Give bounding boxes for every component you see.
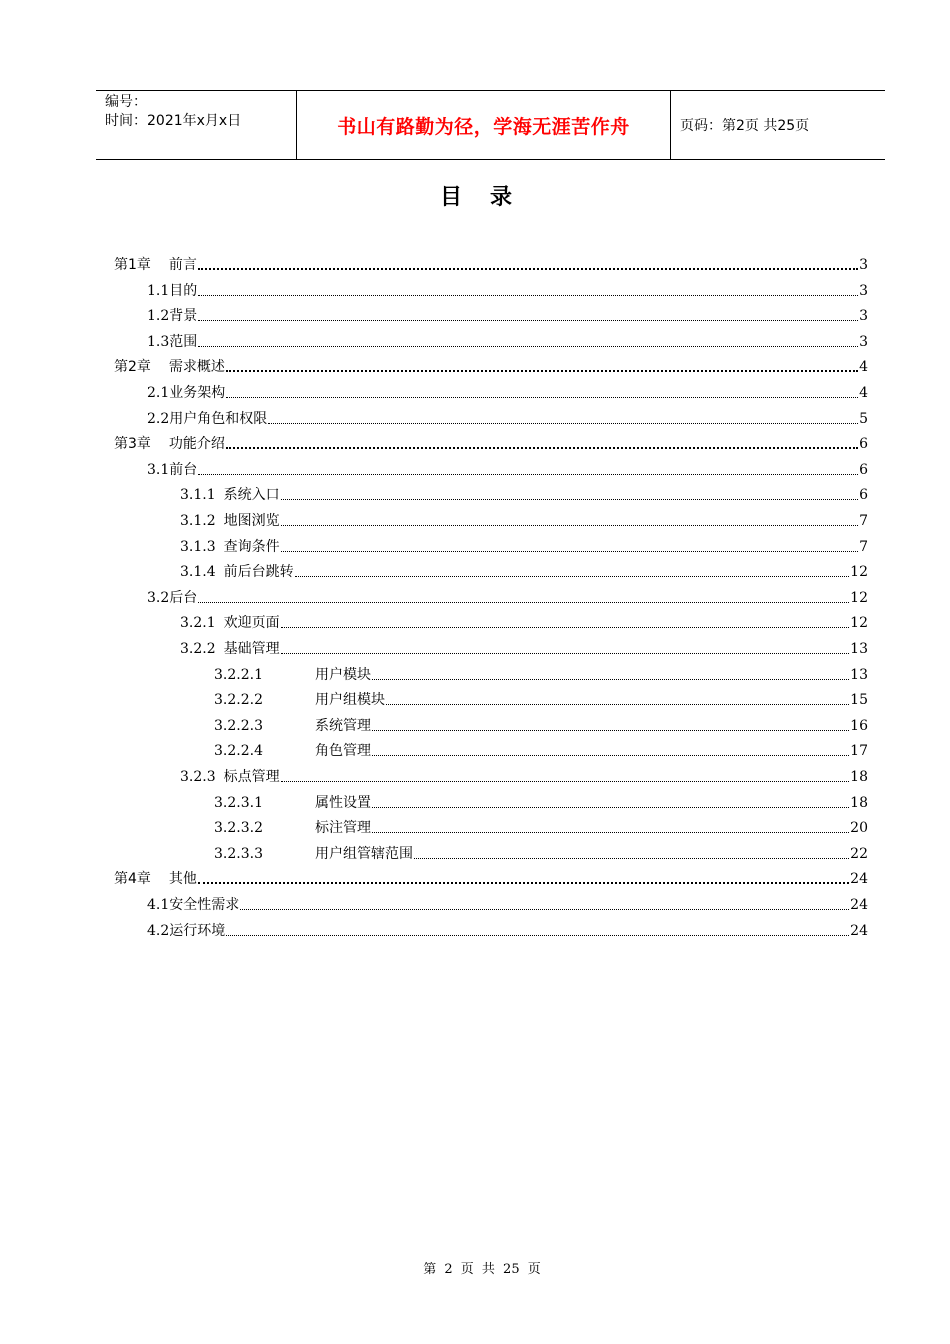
toc-leader-dots [281, 525, 858, 526]
toc-entry-page: 5 [859, 410, 868, 427]
toc-entry-text: 运行环境 [169, 922, 226, 939]
toc-entry-label [180, 512, 280, 530]
toc-entry-label [214, 794, 371, 812]
toc-entry[interactable] [214, 738, 868, 760]
toc-entry-page: 3 [859, 257, 868, 273]
toc-entry-page: 17 [850, 743, 868, 760]
toc-leader-dots [198, 346, 858, 347]
toc-entry[interactable] [147, 278, 868, 300]
toc-leader-dots [386, 704, 849, 705]
toc-entry[interactable] [214, 790, 868, 812]
toc-entry-text: 地图浏览 [223, 513, 280, 529]
toc-entry-number: 1.2 [147, 308, 170, 325]
toc-entry-page: 6 [859, 487, 868, 504]
header-motto: 书山有路勤为径，学海无涯苦作舟 [297, 91, 671, 159]
toc-entry-page: 6 [859, 461, 868, 478]
toc-entry-page: 12 [850, 564, 868, 581]
toc-entry-number: 3.1.2 [180, 513, 216, 529]
toc-entry[interactable] [147, 585, 868, 607]
toc-entry-text: 功能介绍 [168, 436, 225, 453]
toc-entry-text: 用户角色和权限 [169, 410, 268, 427]
toc-entry[interactable] [180, 559, 868, 581]
toc-entry-number: 第2章 [114, 359, 151, 376]
toc-entry-text: 安全性需求 [169, 897, 240, 913]
toc-entry-label [147, 384, 225, 402]
toc-entry[interactable] [147, 303, 868, 325]
toc-leader-dots [226, 447, 858, 449]
toc-leader-dots [240, 909, 849, 910]
toc-entry-label [214, 717, 371, 735]
toc-entry[interactable] [180, 534, 868, 556]
toc-leader-dots [372, 807, 849, 808]
toc-leader-dots [372, 755, 849, 756]
toc-entry-label [147, 333, 197, 351]
toc-entry-text: 其他 [168, 871, 197, 888]
toc-leader-dots [198, 295, 858, 296]
toc-entry-text: 系统管理 [315, 717, 371, 734]
toc-leader-dots [198, 474, 858, 475]
toc-entry-text: 标点管理 [223, 769, 280, 785]
toc-entry-page: 24 [850, 897, 868, 913]
toc-entry[interactable] [214, 687, 868, 709]
toc-entry-number: 4.1 [147, 897, 170, 913]
toc-leader-dots [198, 602, 849, 603]
toc-entry-label [114, 358, 225, 376]
toc-leader-dots [281, 499, 858, 500]
toc-entry-text: 用户组模块 [315, 692, 385, 709]
toc-entry-number: 3.2.2.3 [214, 717, 263, 734]
toc-entry-number: 3.1.4 [180, 564, 216, 581]
toc-entry-text: 基础管理 [223, 641, 280, 657]
toc-entry[interactable] [147, 892, 868, 914]
page-header [96, 90, 885, 160]
toc-entry-label [114, 435, 225, 453]
toc-entry-number: 3.1.3 [180, 538, 216, 555]
toc-entry-label [180, 486, 280, 504]
toc-entry-label [147, 922, 225, 940]
toc-entry-number: 4.2 [147, 922, 170, 939]
toc-entry-label [214, 845, 413, 863]
toc-entry[interactable] [114, 431, 868, 453]
toc-entry-number: 3.2.2.1 [214, 666, 263, 683]
toc-entry-number: 1.3 [147, 333, 170, 350]
document-time-label: 时间：2021年x月x日 [105, 113, 242, 129]
toc-entry[interactable] [114, 252, 868, 274]
toc-entry-label [214, 742, 371, 760]
toc-leader-dots [198, 320, 858, 321]
toc-leader-dots [372, 679, 849, 680]
toc-entry-page: 18 [850, 769, 868, 785]
toc-entry-number: 2.2 [147, 410, 170, 427]
toc-entry-text: 目的 [169, 282, 198, 299]
toc-entry-text: 前台 [169, 461, 198, 478]
toc-entry-label [147, 307, 197, 325]
toc-entry-number: 3.2.3.3 [214, 845, 263, 862]
toc-entry[interactable] [147, 380, 868, 402]
toc-entry-page: 3 [859, 282, 868, 299]
toc-entry-text: 前后台跳转 [223, 564, 294, 581]
toc-entry[interactable] [147, 918, 868, 940]
toc-leader-dots [414, 858, 849, 859]
toc-entry-page: 15 [850, 692, 868, 709]
toc-entry-text: 背景 [169, 308, 198, 325]
toc-leader-dots [295, 576, 850, 577]
toc-leader-dots [198, 882, 849, 884]
toc-entry[interactable] [214, 662, 868, 684]
toc-entry-text: 属性设置 [315, 794, 371, 811]
toc-entry-number: 3.2.3.1 [214, 794, 263, 811]
toc-entry-label [214, 666, 371, 684]
toc-entry-label [214, 691, 385, 709]
toc-leader-dots [281, 781, 850, 782]
toc-entry-number: 3.2.2 [180, 641, 216, 657]
toc-entry-page: 7 [859, 538, 868, 555]
toc-leader-dots [226, 370, 858, 372]
toc-entry-text: 需求概述 [168, 359, 225, 376]
toc-entry-number: 3.2.2.2 [214, 692, 263, 709]
toc-title: 目录 [439, 185, 540, 210]
toc-entry-page: 3 [859, 333, 868, 350]
toc-entry-text: 标注管理 [315, 820, 371, 837]
toc-entry-page: 24 [850, 922, 868, 939]
toc-entry-page: 4 [859, 359, 868, 376]
toc-entry[interactable] [214, 713, 868, 735]
toc-leader-dots [372, 730, 849, 731]
toc-entry-label [180, 538, 280, 556]
toc-entry-page: 12 [850, 589, 868, 606]
toc-entry-label [214, 819, 371, 837]
toc-entry-number: 第1章 [114, 257, 151, 273]
toc-leader-dots [281, 627, 850, 628]
toc-entry[interactable] [214, 841, 868, 863]
toc-entry[interactable] [147, 457, 868, 479]
toc-entry-label [114, 256, 197, 274]
toc-entry-label [180, 640, 280, 658]
toc-leader-dots [372, 832, 849, 833]
toc-entry-number: 2.1 [147, 385, 170, 401]
toc-entry[interactable] [147, 329, 868, 351]
document-number-label: 编号： [105, 94, 147, 110]
toc-entry-page: 24 [850, 871, 868, 888]
toc-entry-number: 3.2.1 [180, 615, 216, 632]
toc-entry-text: 前言 [168, 257, 197, 273]
toc-entry[interactable] [180, 508, 868, 530]
toc-entry-text: 用户组管辖范围 [315, 845, 413, 862]
toc-entry[interactable] [214, 815, 868, 837]
toc-entry-label [147, 589, 197, 607]
header-meta-cell [96, 91, 297, 159]
toc-entry-text: 查询条件 [223, 538, 280, 555]
toc-entry-label [180, 768, 280, 786]
toc-entry-page: 20 [850, 820, 868, 837]
toc-entry[interactable] [114, 866, 868, 888]
toc-entry-label [147, 896, 239, 914]
header-page-code: 页码：第2页 共25页 [680, 118, 810, 134]
toc-entry-label [180, 614, 280, 632]
toc-entry-text: 后台 [169, 589, 198, 606]
toc-entry-page: 22 [850, 845, 868, 862]
toc-entry-label [147, 410, 267, 428]
toc-entry-number: 3.1 [147, 461, 170, 478]
toc-leader-dots [281, 551, 858, 552]
toc-entry-number: 3.2 [147, 589, 170, 606]
toc-entry-number: 3.2.3.2 [214, 820, 263, 837]
toc-entry-text: 用户模块 [315, 666, 371, 683]
toc-entry-text: 角色管理 [315, 743, 371, 760]
toc-entry[interactable] [180, 610, 868, 632]
toc-entry-text: 欢迎页面 [223, 615, 280, 632]
toc-entry-page: 13 [850, 666, 868, 683]
toc-entry-number: 3.2.2.4 [214, 743, 263, 760]
toc-leader-dots [281, 653, 850, 654]
toc-entry-page: 13 [850, 641, 868, 657]
toc-leader-dots [226, 935, 849, 936]
toc-entry-page: 6 [859, 436, 868, 453]
toc-entry[interactable] [180, 764, 868, 786]
toc-entry-page: 16 [850, 717, 868, 734]
toc-entry-number: 第4章 [114, 871, 151, 888]
page-footer: 第 2 页 共 25 页 [423, 1262, 541, 1277]
toc-entry-label [147, 282, 197, 300]
toc-entry-number: 1.1 [147, 282, 170, 299]
toc-entry-number: 3.2.3 [180, 769, 216, 785]
toc-entry-page: 12 [850, 615, 868, 632]
toc-entry[interactable] [180, 636, 868, 658]
toc-entry-page: 4 [859, 385, 868, 401]
toc-entry-label [180, 563, 294, 581]
toc-entry-label [147, 461, 197, 479]
toc-entry[interactable] [114, 354, 868, 376]
toc-entry-number: 3.1.1 [180, 487, 216, 504]
toc-entry-text: 范围 [169, 333, 198, 350]
toc-entry[interactable] [147, 406, 868, 428]
toc-leader-dots [226, 397, 858, 398]
toc-leader-dots [198, 268, 858, 270]
toc-entry-label [114, 870, 197, 888]
toc-entry[interactable] [180, 482, 868, 504]
toc-entry-text: 系统入口 [223, 487, 280, 504]
toc-entry-number: 第3章 [114, 436, 151, 453]
toc-entry-page: 7 [859, 513, 868, 529]
toc-entry-text: 业务架构 [169, 385, 226, 401]
toc-entry-page: 3 [859, 308, 868, 325]
toc-leader-dots [268, 423, 858, 424]
toc-entry-page: 18 [850, 794, 868, 811]
